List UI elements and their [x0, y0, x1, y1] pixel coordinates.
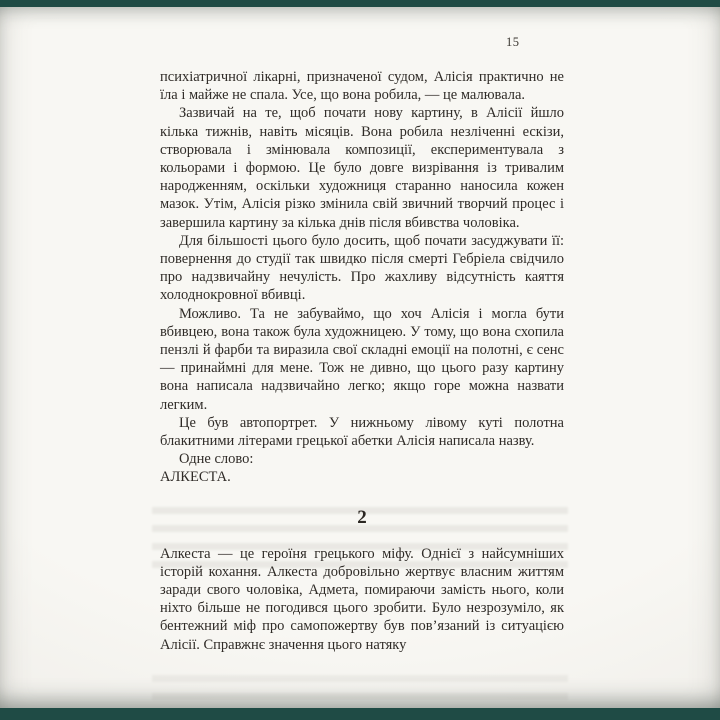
page-number: 15 — [506, 35, 520, 49]
paragraph: Зазвичай на те, щоб почати нову картину, в Алісії йшло кілька тижнів, навіть місяців. Вона робила незліченні ескізи, створювала і змінювала композиції, експериментувала з кольорами і формою. Це було довге визрівання із тривалим народженням, оскільки художниця старанно наносила кожен мазок. Утім, Алісія різко змінила свій звичний творчий процес і завершила картину за кілька днів після вбивства чоловіка. — [160, 105, 564, 231]
book-cover-edge-top — [0, 0, 720, 7]
text-column — [160, 68, 564, 654]
section-opening-paragraph: Алкеста — це героїня грецького міфу. Однієї з найсумніших історій кохання. Алкеста добровільно жертвує власним життям заради свого чоловіка, Адмета, помираючи замість нього, коли ніхто більше не погодився цього зробити. Було незрозуміло, як бентежний міф про самопожертву був пов’язаний із ситуацією Алісії. Справжнє значення цього натяку — [160, 545, 564, 653]
painting-title-line: АЛКЕСТА. — [160, 469, 231, 486]
paragraph: Це був автопортрет. У нижньому лівому куті полотна блакитними літерами грецької абетки Алісія написала назву. — [160, 414, 564, 450]
paragraph-lead-in: Одне слово: — [179, 451, 254, 468]
section-number-heading: 2 — [357, 506, 367, 528]
paragraph-continuation: психіатричної лікарні, призначеної судом, Алісія практично не їла і майже не спала. Усе, що вона робила, — це малювала. — [160, 69, 564, 104]
paragraph: Для більшості цього було досить, щоб почати засуджувати її: повернення до студії так швидко після смерті Гебріела свідчило про надзвичайну нечулість. Про жахливу відсутність каяття холоднокровної вбивці. — [160, 232, 564, 304]
book-cover-edge-bottom — [0, 708, 720, 720]
paragraph: Можливо. Та не забуваймо, що хоч Алісія і могла бути вбивцею, вона також була художницею. У тому, що вона схопила пензлі й фарби та виразила свої складні емоції на полотні, є сенс — принаймні для мене. Тож не дивно, що цього разу картину вона написала надзвичайно легко; якщо горе можна назвати легким. — [160, 305, 564, 413]
reverse-side-bleed-through — [152, 675, 568, 709]
book-page — [0, 7, 720, 708]
